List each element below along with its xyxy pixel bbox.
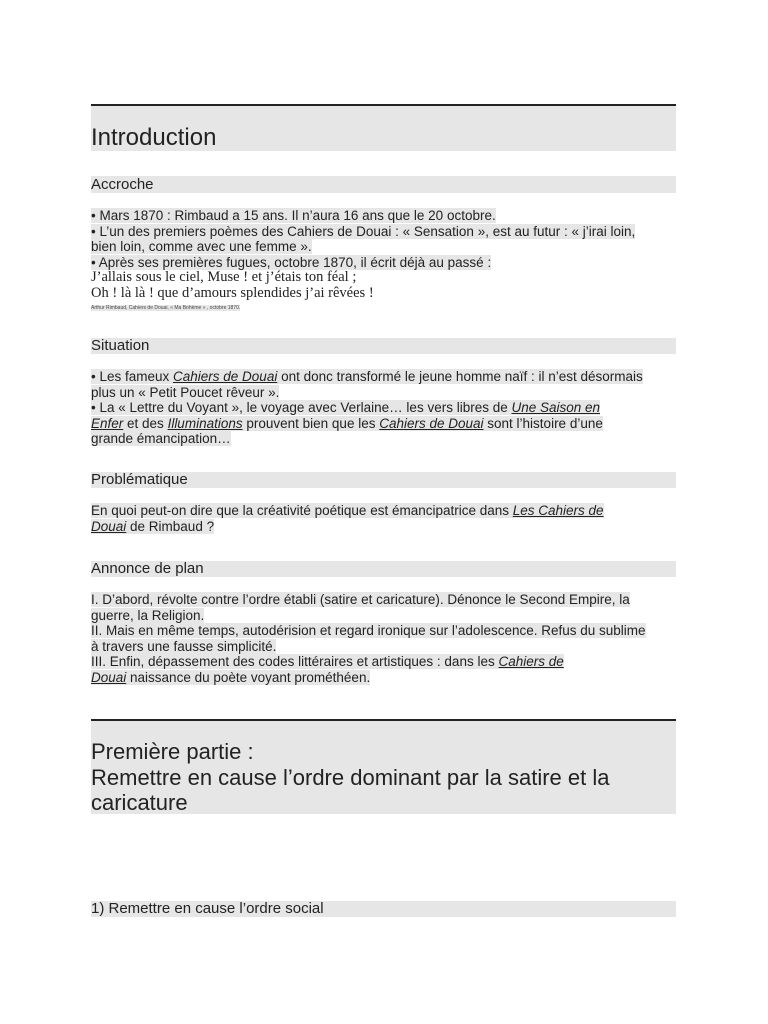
verse-line-2: Oh ! là là ! que d’amours splendides j’ai rêvées !	[91, 284, 374, 301]
part1-title-line-3: caricature	[91, 790, 188, 815]
part1-title-box	[91, 721, 676, 814]
plan-l3: II. Mais en même temps, autodérision et regard ironique sur l’adolescence. Refus du sublime	[91, 623, 646, 638]
situation-l4-mid1: et des	[123, 415, 168, 431]
situation-l4-title3: Cahiers de Douai	[379, 415, 484, 431]
plan-l6-title: Douai	[91, 669, 127, 685]
situation-l3-pre: • La « Lettre du Voyant », le voyage avec Verlaine… les vers libres de	[91, 400, 512, 415]
plan-l1: I. D’abord, révolte contre l’ordre établi (satire et caricature). Dénonce le Second Empire, la	[91, 592, 630, 607]
plan-body	[91, 592, 676, 685]
verse-citation: Arthur Rimbaud, Cahiers de Douai, « Ma Bohème » , octobre 1870.	[91, 305, 241, 311]
situation-heading-box	[91, 338, 676, 354]
problematique-heading-box	[91, 472, 676, 488]
part1-title	[91, 721, 676, 816]
part1-sub1-box	[91, 901, 676, 917]
plan-l5-title: Cahiers de	[498, 654, 564, 669]
situation-l2: plus un « Petit Poucet rêveur ».	[91, 384, 280, 400]
situation-l1-post: ont donc transformé le jeune homme naïf : il n’est désormais	[277, 369, 643, 384]
situation-l4-title2: Illuminations	[167, 415, 243, 431]
plan-l6-post: naissance du poète voyant prométhéen.	[126, 669, 371, 685]
plan-l5-pre: III. Enfin, dépassement des codes littéraires et artistiques : dans les	[91, 654, 499, 669]
situation-l5: grande émancipation…	[91, 431, 231, 446]
problematique-heading: Problématique	[91, 471, 188, 488]
plan-l4: à travers une fausse simplicité.	[91, 638, 277, 654]
problematique-l2-post: de Rimbaud ?	[126, 518, 215, 534]
plan-heading-box	[91, 561, 676, 577]
situation-l4-mid2: prouvent bien que les	[242, 415, 380, 431]
problematique-body	[91, 503, 676, 534]
part1-sub1-heading: 1) Remettre en cause l’ordre social	[91, 900, 324, 917]
problematique-l1-pre: En quoi peut-on dire que la créativité poétique est émancipatrice dans	[91, 503, 513, 518]
situation-l4-post: sont l’histoire d’une	[483, 415, 603, 431]
accroche-heading: Accroche	[91, 176, 154, 193]
verse-line-1: J’allais sous le ciel, Muse ! et j’étais ton féal ;	[91, 269, 357, 285]
part1-title-line-2: Remettre en cause l’ordre dominant par la satire et la	[91, 764, 610, 790]
part1-title-line-1: Première partie :	[91, 739, 254, 764]
accroche-line-1: • Mars 1870 : Rimbaud a 15 ans. Il n’aura 16 ans que le 20 octobre.	[91, 208, 496, 223]
accroche-heading-box	[91, 176, 676, 193]
problematique-l1-title: Les Cahiers de	[512, 503, 604, 518]
situation-l3-title: Une Saison en	[511, 400, 601, 415]
accroche-line-2a: • L’un des premiers poèmes des Cahiers de Douai : « Sensation », est au futur : « j’irai loin,	[91, 223, 636, 239]
situation-l1-title: Cahiers de Douai	[173, 369, 278, 384]
situation-l1-pre: • Les fameux	[91, 369, 174, 384]
situation-heading: Situation	[91, 337, 150, 354]
accroche-line-2b: bien loin, comme avec une femme ».	[91, 239, 312, 254]
problematique-l2-title: Douai	[91, 518, 127, 534]
intro-title-box	[91, 106, 676, 151]
situation-l4-title: Enfer	[91, 415, 124, 431]
plan-l2: guerre, la Religion.	[91, 607, 205, 623]
accroche-line-3: • Après ses premières fugues, octobre 1870, il écrit déjà au passé :	[91, 254, 492, 270]
situation-body	[91, 369, 676, 447]
accroche-body	[91, 208, 676, 312]
intro-title: Introduction	[91, 124, 217, 151]
plan-heading: Annonce de plan	[91, 560, 204, 577]
